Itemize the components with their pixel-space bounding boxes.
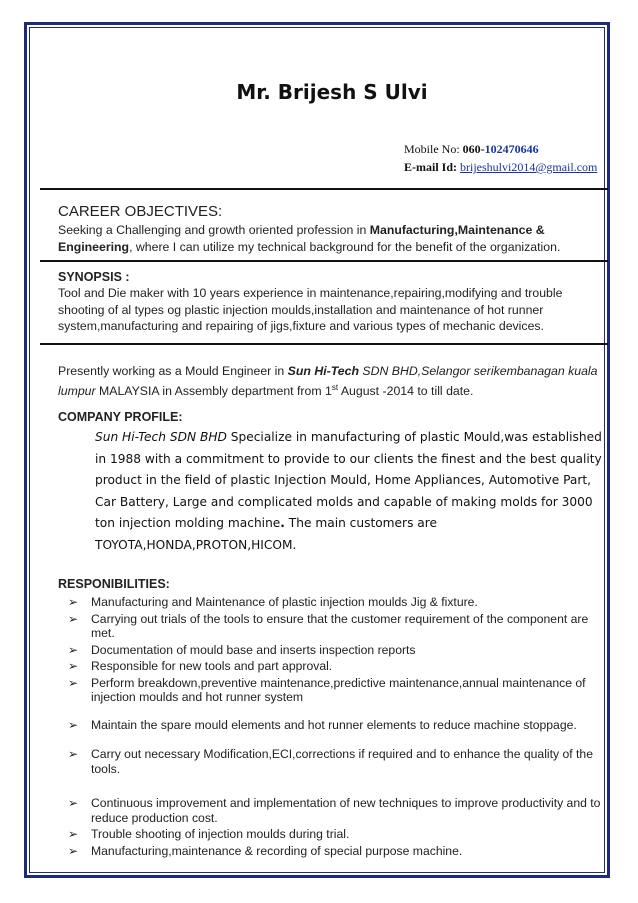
career-bold-part: Engineering xyxy=(58,239,130,254)
company-location: SDN BHD,Selangor serikembanagan kuala lumpur xyxy=(58,364,598,398)
candidate-name: Mr. Brijesh S Ulvi xyxy=(236,80,428,104)
date-superscript: st xyxy=(331,382,339,392)
list-item xyxy=(68,827,608,842)
profile-customers: TOYOTA,HONDA,PROTON,HICOM xyxy=(95,537,293,552)
responsibilities-list-1 xyxy=(68,595,608,705)
list-item-text: Maintain the spare mould elements and hot runner elements to reduce machine stoppage. xyxy=(91,718,577,732)
arrow-right-icon: ➢ xyxy=(68,611,79,626)
divider xyxy=(40,260,608,262)
profile-text-part: Specialize in manufacturing of plastic Mould,was established in 1988 with a commitment to provide to our clients the finest and the best quality product in the field of plastic Injection Mould, Home Appliances, Automotive Part, Car Battery, Large and complicated molds and capable of making molds for 3000 ton injection molding machine xyxy=(95,430,602,531)
career-text-part: , where I can utilize my technical background for the benefit of the organization. xyxy=(129,239,561,254)
arrow-right-icon: ➢ xyxy=(68,827,79,841)
list-item xyxy=(68,844,608,859)
arrow-right-icon: ➢ xyxy=(68,843,79,858)
mobile-label: Mobile No: xyxy=(404,142,460,156)
mobile-number: 102470646 xyxy=(484,142,539,156)
arrow-right-icon: ➢ xyxy=(68,747,79,761)
arrow-right-icon: ➢ xyxy=(68,675,79,690)
career-bold-part: Manufacturing,Maintenance & xyxy=(369,223,545,237)
responsibilities-list-2 xyxy=(68,718,608,733)
email-link[interactable]: brijeshulvi2014@gmail.com xyxy=(460,160,598,174)
list-item-text: Trouble shooting of injection moulds during trial. xyxy=(91,827,350,841)
current-position-text xyxy=(58,363,606,399)
list-item xyxy=(68,595,608,610)
career-objectives-text xyxy=(58,222,606,255)
list-item-text: Manufacturing and Maintenance of plastic injection moulds Jig & fixture. xyxy=(91,595,478,609)
mobile-prefix: 060- xyxy=(462,142,485,156)
list-item-text: Responsible for new tools and part approval. xyxy=(91,659,333,673)
company-profile-text xyxy=(95,427,615,557)
current-text-part: MALAYSIA in Assembly department from 1 xyxy=(95,383,332,398)
responsibilities-heading: RESPONIBILITIES: xyxy=(58,577,170,591)
list-item xyxy=(68,643,608,658)
list-item-text: Perform breakdown,preventive maintenance,predictive maintenance,annual maintenance of injection moulds and hot runner system xyxy=(91,675,586,704)
list-item-text: Continuous improvement and implementation of new techniques to improve productivity and to reduce production cost. xyxy=(91,796,601,825)
list-item xyxy=(68,676,608,705)
email-line xyxy=(404,158,597,176)
divider xyxy=(40,343,608,345)
company-profile-heading: COMPANY PROFILE: xyxy=(58,410,183,424)
arrow-right-icon: ➢ xyxy=(68,718,79,732)
profile-dot: . xyxy=(280,516,285,531)
current-text-part: August -2014 to till date. xyxy=(338,383,474,398)
list-item-text: Carrying out trials of the tools to ensure that the customer requirement of the component are met. xyxy=(91,611,589,640)
arrow-right-icon: ➢ xyxy=(68,659,79,673)
arrow-right-icon: ➢ xyxy=(68,595,79,609)
list-item xyxy=(68,612,608,641)
arrow-right-icon: ➢ xyxy=(68,796,79,810)
email-label: E-mail Id: xyxy=(404,160,458,174)
company-name: Sun Hi-Tech xyxy=(287,364,359,378)
list-item xyxy=(68,659,608,674)
list-item-text: Manufacturing,maintenance & recording of special purpose machine. xyxy=(91,843,463,858)
responsibilities-list-4 xyxy=(68,796,608,858)
list-item xyxy=(68,796,608,825)
contact-block xyxy=(404,140,597,176)
list-item xyxy=(68,747,608,776)
list-item-text: Documentation of mould base and inserts inspection reports xyxy=(91,642,416,657)
mobile-line xyxy=(404,140,597,158)
career-objectives-heading: CAREER OBJECTIVES: xyxy=(58,203,223,220)
divider xyxy=(40,188,608,190)
profile-text-part: The main customers are xyxy=(284,516,438,531)
list-item xyxy=(68,718,608,733)
arrow-right-icon: ➢ xyxy=(68,642,79,657)
synopsis-heading: SYNOPSIS : xyxy=(58,270,130,284)
current-text-part: Presently working as a Mould Engineer in xyxy=(58,364,288,378)
list-item-text: Carry out necessary Modification,ECI,corrections if required and to enhance the quality of the tools. xyxy=(91,747,593,776)
responsibilities-list-3 xyxy=(68,747,608,776)
profile-end: . xyxy=(292,537,297,552)
profile-company-name: Sun Hi-Tech SDN BHD xyxy=(95,430,227,444)
career-text-part: Seeking a Challenging and growth oriented profession in xyxy=(58,223,370,237)
synopsis-text: Tool and Die maker with 10 years experience in maintenance,repairing,modifying and trouble shooting of al types og plastic injection moulds,installation and maintenance of hot runner system,manufacturing and repairing of jigs,fixture and various types of mechanic devices. xyxy=(58,286,563,333)
